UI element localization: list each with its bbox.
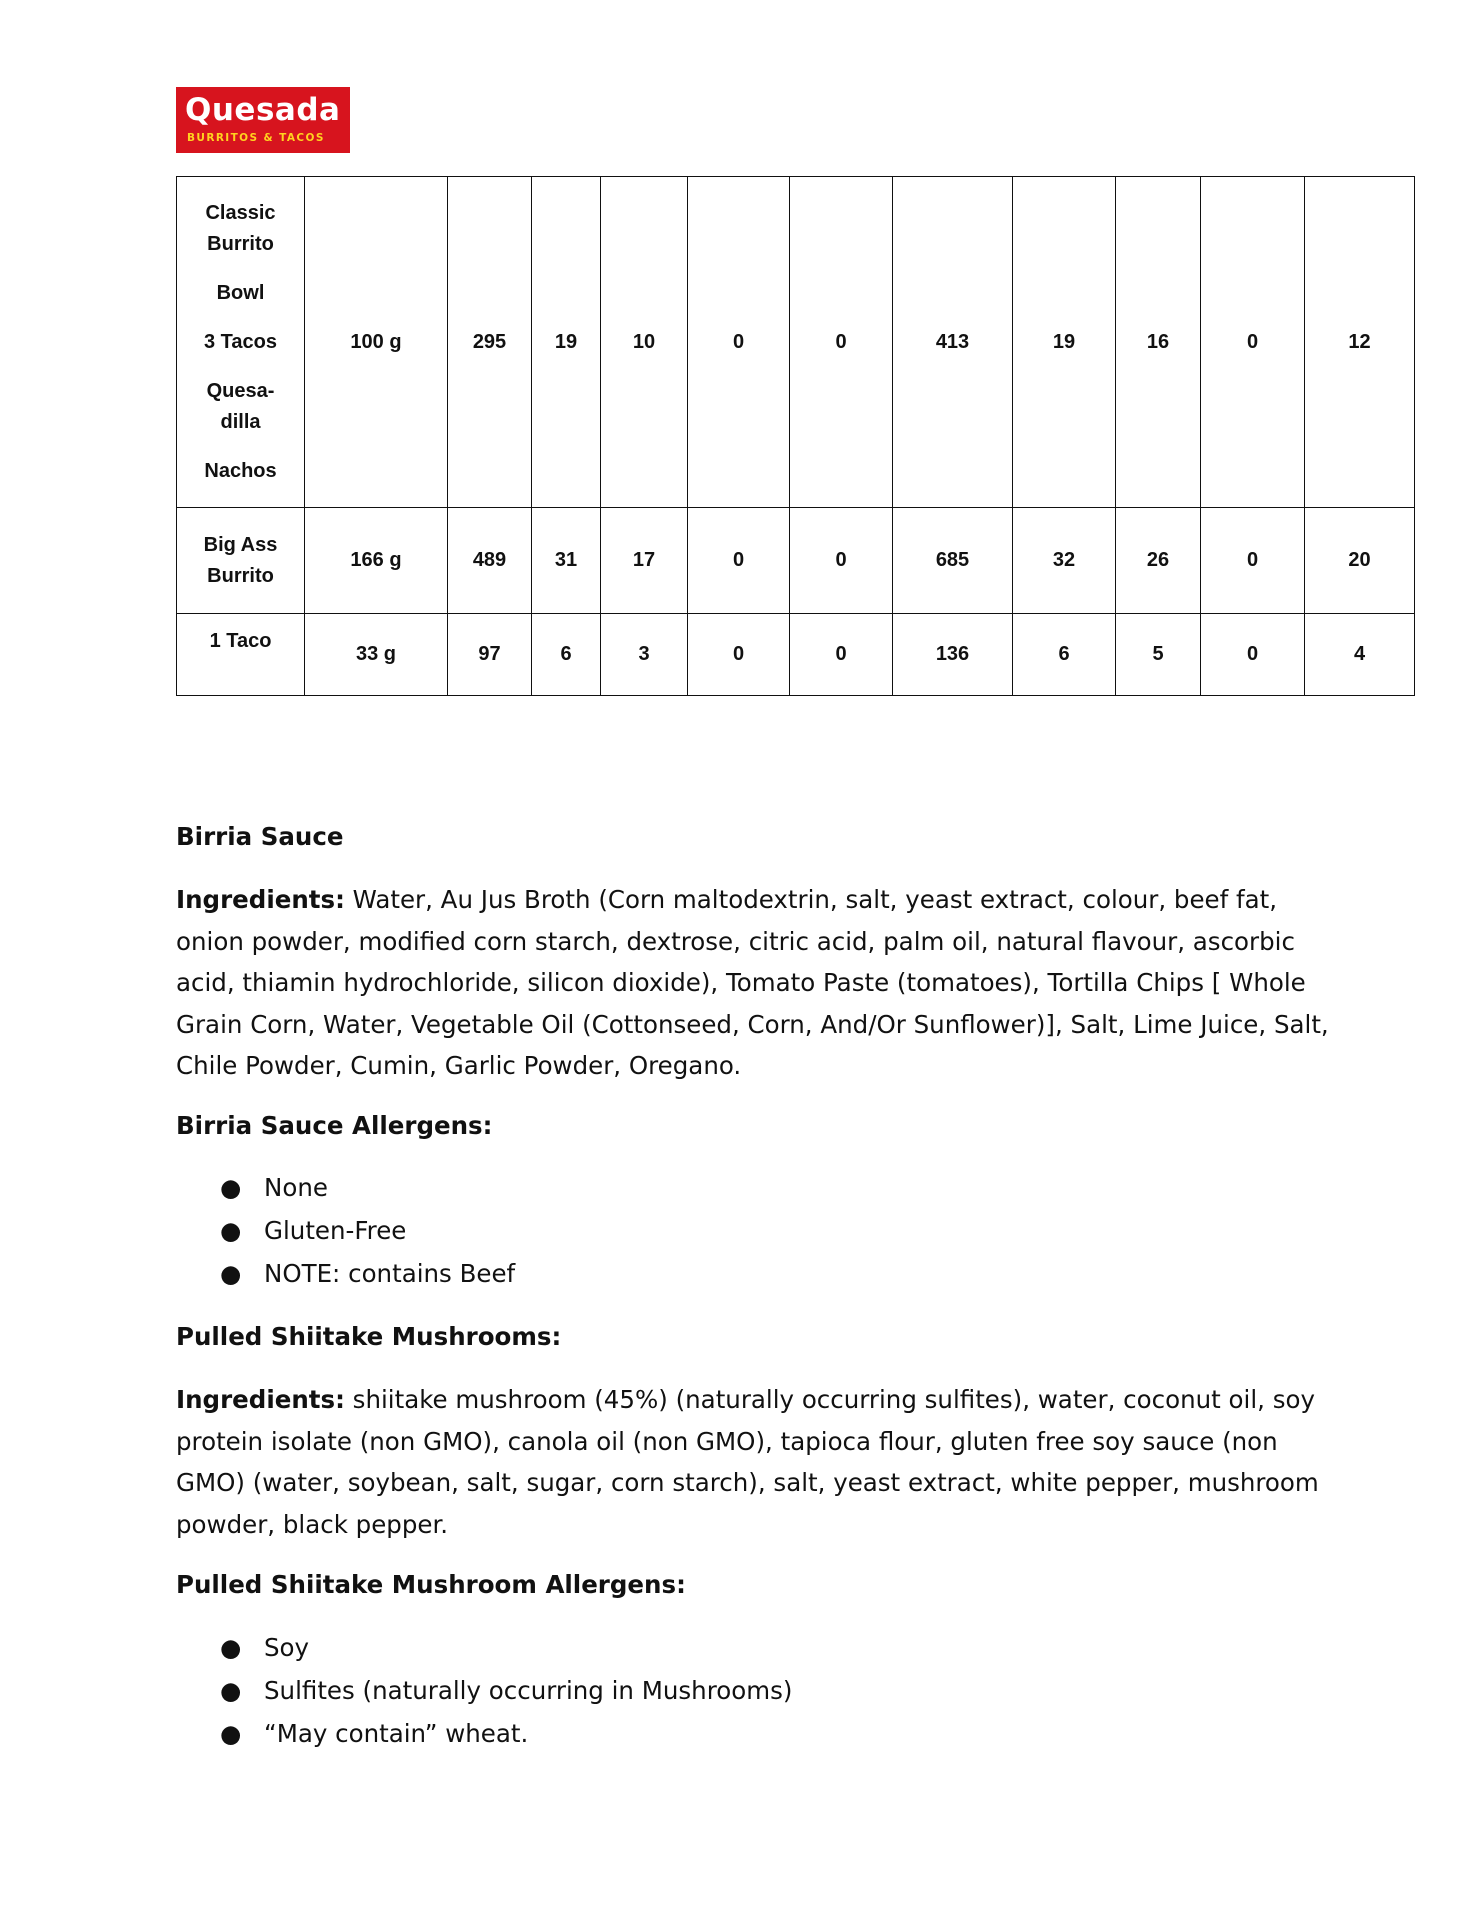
shiitake-ingredients-text: shiitake mushroom (45%) (naturally occurring sulfites), water, coconut oil, soy protein isolate (non GMO), canola oil (non GMO), tapioca flour, gluten free soy sauce (non GMO) (water, soybean, salt, sugar, corn starch), salt, yeast extract, white pepper, mushroom powder, black pepper.: [176, 1385, 1319, 1539]
table-cell: 4: [1305, 614, 1415, 696]
quesada-logo: [176, 87, 350, 153]
birria-allergens-heading: Birria Sauce Allergens:: [176, 1111, 493, 1140]
table-cell: 0: [1201, 508, 1305, 614]
shiitake-ingredients: [176, 1379, 1336, 1545]
list-item: ● None: [176, 1166, 515, 1209]
table-cell: 12: [1305, 177, 1415, 508]
table-row: [177, 508, 1415, 614]
list-item: ● Gluten-Free: [176, 1209, 515, 1252]
table-cell: 295: [448, 177, 532, 508]
list-item: ● “May contain” wheat.: [176, 1712, 792, 1755]
table-cell: 6: [1013, 614, 1116, 696]
item-name: Quesa-: [206, 379, 275, 402]
table-cell: 489: [448, 508, 532, 614]
item-name-cell: [177, 614, 305, 696]
shiitake-heading: Pulled Shiitake Mushrooms:: [176, 1322, 562, 1351]
bullet-icon: ●: [220, 1719, 242, 1748]
item-name: Bowl: [216, 281, 265, 304]
item-name-cell: [177, 508, 305, 614]
list-item: ● Soy: [176, 1626, 792, 1669]
table-row: [177, 177, 1415, 508]
table-cell: 17: [601, 508, 688, 614]
table-cell: 685: [893, 508, 1013, 614]
logo-name: Quesada: [185, 92, 341, 128]
table-cell: 33 g: [305, 614, 448, 696]
table-cell: 0: [790, 614, 893, 696]
logo-tagline: BURRITOS & TACOS: [187, 132, 325, 144]
table-cell: 0: [688, 508, 790, 614]
table-cell: 10: [601, 177, 688, 508]
bullet-icon: ●: [220, 1259, 242, 1288]
item-name: Burrito: [207, 564, 274, 587]
item-name: 1 Taco: [209, 630, 272, 652]
table-cell: 16: [1116, 177, 1201, 508]
birria-allergen-list: [176, 1166, 515, 1295]
item-name: Burrito: [207, 232, 274, 255]
table-cell: 6: [532, 614, 601, 696]
item-name: dilla: [220, 410, 261, 433]
table-cell: 0: [1201, 614, 1305, 696]
shiitake-allergen-list: [176, 1626, 792, 1755]
table-cell: 97: [448, 614, 532, 696]
table-cell: 0: [688, 614, 790, 696]
table-cell: 20: [1305, 508, 1415, 614]
item-name: Big Ass: [203, 533, 278, 556]
list-item: ● NOTE: contains Beef: [176, 1252, 515, 1295]
table-cell: 31: [532, 508, 601, 614]
bullet-icon: ●: [220, 1633, 242, 1662]
item-name-cell: [177, 177, 305, 508]
item-name: 3 Tacos: [204, 330, 277, 353]
birria-sauce-heading: Birria Sauce: [176, 822, 344, 851]
table-cell: 166 g: [305, 508, 448, 614]
ingredients-label: Ingredients:: [176, 1385, 345, 1414]
table-cell: 100 g: [305, 177, 448, 508]
item-name: Nachos: [204, 459, 277, 482]
bullet-icon: ●: [220, 1216, 242, 1245]
table-cell: 5: [1116, 614, 1201, 696]
ingredients-label: Ingredients:: [176, 885, 345, 914]
table-cell: 3: [601, 614, 688, 696]
bullet-icon: ●: [220, 1676, 242, 1705]
table-cell: 19: [1013, 177, 1116, 508]
table-cell: 0: [790, 508, 893, 614]
table-cell: 0: [688, 177, 790, 508]
nutrition-table: [176, 176, 1415, 696]
table-cell: 19: [532, 177, 601, 508]
table-cell: 26: [1116, 508, 1201, 614]
table-cell: 32: [1013, 508, 1116, 614]
bullet-icon: ●: [220, 1173, 242, 1202]
shiitake-allergens-heading: Pulled Shiitake Mushroom Allergens:: [176, 1570, 686, 1599]
table-cell: 413: [893, 177, 1013, 508]
table-cell: 0: [790, 177, 893, 508]
item-name: Classic: [205, 201, 276, 224]
birria-ingredients-text: Water, Au Jus Broth (Corn maltodextrin, salt, yeast extract, colour, beef fat, onion powder, modified corn starch, dextrose, citric acid, palm oil, natural flavour, ascorbic acid, thiamin hydrochloride, silicon dioxide), Tomato Paste (tomatoes), Tortilla Chips [ Whole Grain Corn, Water, Vegetable Oil (Cottonseed, Corn, And/Or Sunflower)], Salt, Lime Juice, Salt, Chile Powder, Cumin, Garlic Powder, Oregano.: [176, 885, 1329, 1080]
table-cell: 0: [1201, 177, 1305, 508]
list-item: ● Sulfites (naturally occurring in Mushrooms): [176, 1669, 792, 1712]
birria-ingredients: [176, 879, 1336, 1087]
table-row: [177, 614, 1415, 696]
table-cell: 136: [893, 614, 1013, 696]
